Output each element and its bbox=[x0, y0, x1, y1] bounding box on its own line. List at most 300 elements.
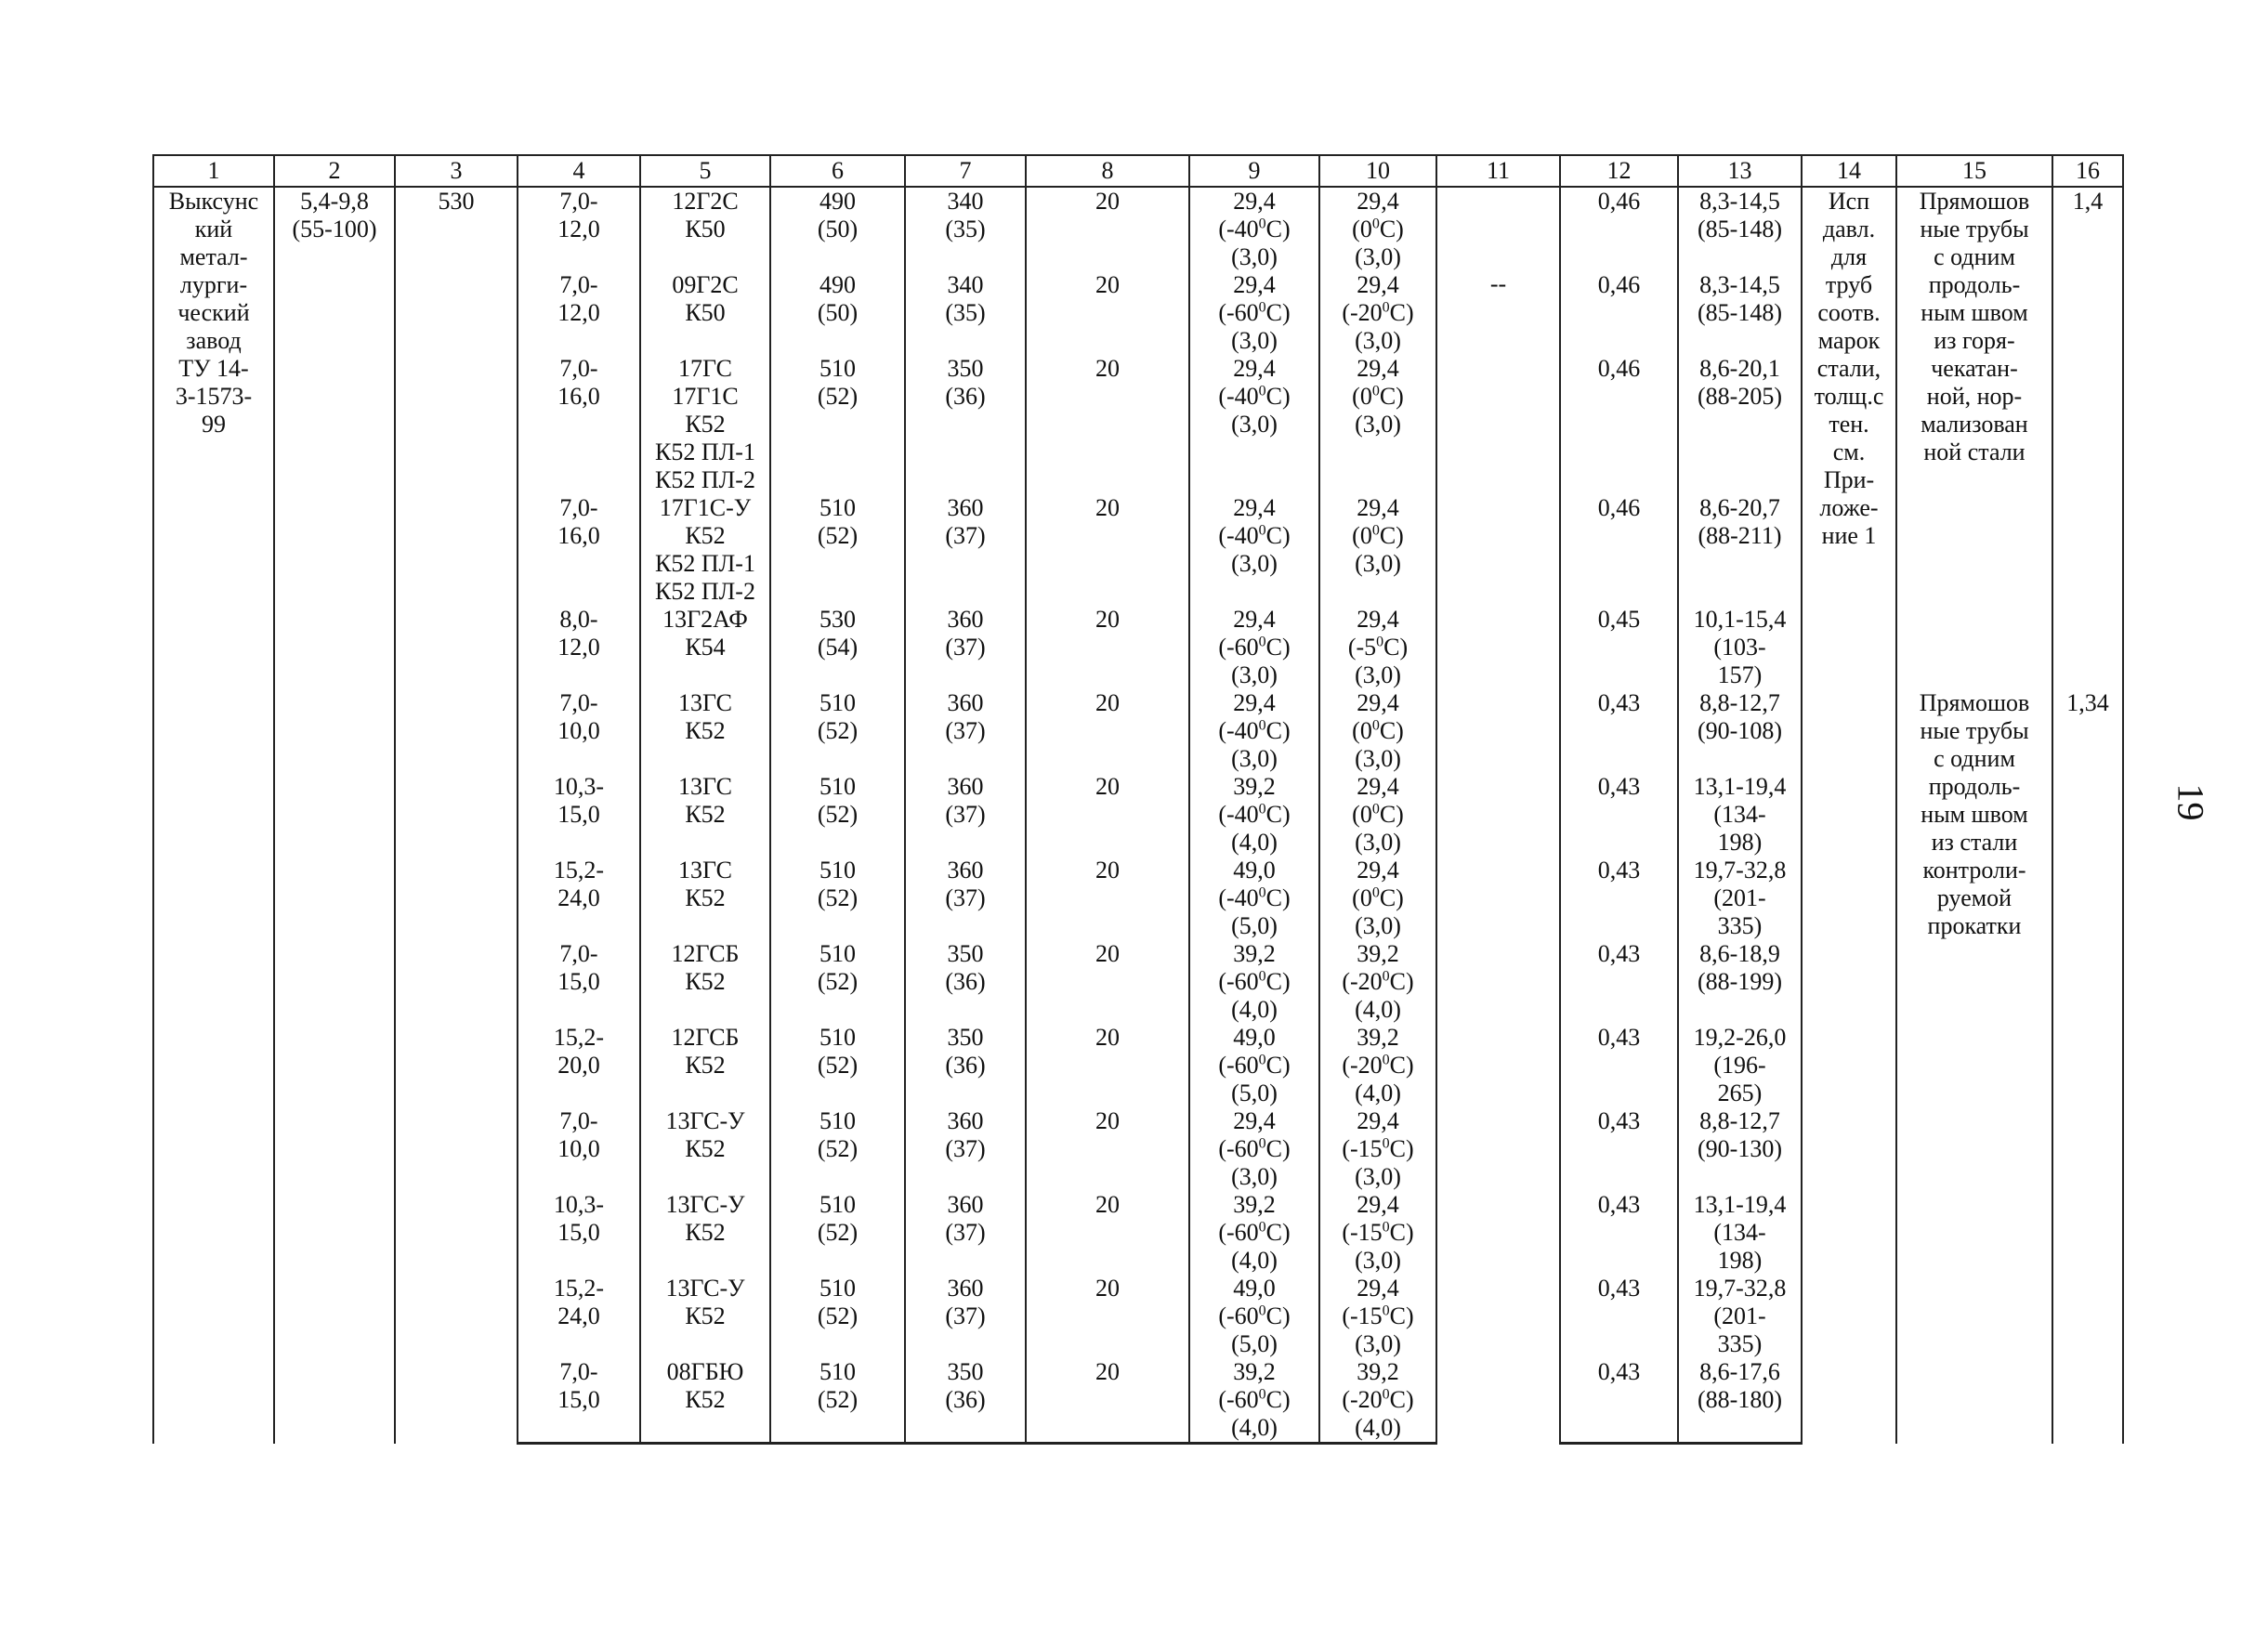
column-6-line: 510 bbox=[819, 1024, 856, 1051]
column-12-cell bbox=[1560, 689, 1678, 773]
column-6-cell bbox=[770, 1191, 905, 1275]
column-header-14: 14 bbox=[1802, 155, 1896, 187]
column-6-line: 510 bbox=[819, 1191, 856, 1218]
impact-2-line: $(0^0C)$ bbox=[1352, 884, 1404, 911]
thickness-line: 15,0 bbox=[557, 1386, 600, 1413]
impact-strength-cell bbox=[1189, 1107, 1319, 1191]
pipe-type-line: чекатан- bbox=[1931, 355, 2018, 382]
column-header-2: 2 bbox=[274, 155, 395, 187]
impact-strength-2-cell bbox=[1319, 1358, 1436, 1444]
column-7-cell bbox=[905, 187, 1026, 271]
impact-line: (3,0) bbox=[1231, 550, 1278, 577]
impact-strength-2-cell bbox=[1319, 1024, 1436, 1107]
impact-line: $(-40^0C)$ bbox=[1218, 216, 1291, 242]
pipe-type-line: руемой bbox=[1936, 884, 2012, 911]
column-6-cell bbox=[770, 187, 905, 271]
pressure-cell bbox=[1678, 1024, 1802, 1107]
thickness-line: 7,0- bbox=[559, 271, 598, 298]
column-6-line: (52) bbox=[817, 717, 859, 744]
column-6-line: (52) bbox=[817, 522, 859, 549]
impact-strength-cell bbox=[1189, 271, 1319, 355]
note-line: соотв. bbox=[1817, 299, 1881, 326]
column-7-line: 340 bbox=[947, 188, 984, 215]
column-8-value: 20 bbox=[1095, 494, 1120, 521]
impact-2-line: 29,4 bbox=[1357, 1275, 1399, 1302]
thickness-line: 15,2- bbox=[553, 857, 605, 883]
column-7-line: (37) bbox=[945, 717, 986, 744]
impact-line: 39,2 bbox=[1233, 1191, 1276, 1218]
manufacturer-line: лурги- bbox=[179, 271, 248, 298]
column-7-cell bbox=[905, 271, 1026, 355]
note-line: ние 1 bbox=[1821, 522, 1877, 549]
column-12-cell bbox=[1560, 606, 1678, 689]
impact-2-line: $(0^0C)$ bbox=[1352, 216, 1404, 242]
column-6-line: (52) bbox=[817, 884, 859, 911]
manufacturer-cell bbox=[153, 187, 274, 1444]
column-6-cell bbox=[770, 1275, 905, 1358]
column-8-value: 20 bbox=[1095, 940, 1120, 967]
column-12-cell bbox=[1560, 857, 1678, 940]
column-6-cell bbox=[770, 940, 905, 1024]
column-8-value: 20 bbox=[1095, 1191, 1120, 1218]
column-8-cell bbox=[1026, 940, 1189, 1024]
column-8-cell bbox=[1026, 1191, 1189, 1275]
diameter-line: 5,4-9,8 bbox=[300, 188, 369, 215]
column-8-cell bbox=[1026, 773, 1189, 857]
column-16-cell bbox=[2052, 187, 2123, 689]
wall-thickness-cell bbox=[518, 271, 640, 355]
thickness-line: 16,0 bbox=[557, 522, 600, 549]
pressure-line: 13,1-19,4 bbox=[1693, 1191, 1787, 1218]
column-6-line: 510 bbox=[819, 857, 856, 883]
column-7-line: (35) bbox=[945, 299, 986, 326]
column-6-line: (50) bbox=[817, 216, 859, 242]
impact-2-line: (3,0) bbox=[1355, 243, 1401, 270]
note-line: толщ.с bbox=[1814, 383, 1884, 410]
column-8-value: 20 bbox=[1095, 1107, 1120, 1134]
column-8-cell bbox=[1026, 1275, 1189, 1358]
pressure-line: 157) bbox=[1717, 661, 1763, 688]
impact-strength-2-cell bbox=[1319, 187, 1436, 271]
column-12-cell bbox=[1560, 1024, 1678, 1107]
column-6-line: (52) bbox=[817, 1302, 859, 1329]
column-6-line: (52) bbox=[817, 1386, 859, 1413]
impact-strength-cell bbox=[1189, 187, 1319, 271]
column-8-value: 20 bbox=[1095, 1358, 1120, 1385]
pressure-cell bbox=[1678, 1191, 1802, 1275]
column-12-cell bbox=[1560, 773, 1678, 857]
column-8-cell bbox=[1026, 1024, 1189, 1107]
column-7-line: (37) bbox=[945, 884, 986, 911]
impact-strength-cell bbox=[1189, 1191, 1319, 1275]
pressure-line: 8,6-20,7 bbox=[1699, 494, 1780, 521]
pipe-type-line: из горя- bbox=[1934, 327, 2015, 354]
column-8-cell bbox=[1026, 857, 1189, 940]
impact-line: (3,0) bbox=[1231, 243, 1278, 270]
grade-line: К50 bbox=[685, 299, 726, 326]
impact-line: $(-60^0C)$ bbox=[1218, 1302, 1291, 1329]
thickness-line: 16,0 bbox=[557, 383, 600, 410]
column-7-cell bbox=[905, 494, 1026, 606]
column-3-cell bbox=[395, 187, 518, 1444]
impact-line: (4,0) bbox=[1231, 996, 1278, 1023]
grade-line: К52 ПЛ-2 bbox=[655, 466, 755, 493]
pressure-cell bbox=[1678, 355, 1802, 494]
thickness-line: 7,0- bbox=[559, 1358, 598, 1385]
spacer bbox=[1437, 188, 1559, 270]
grade-line: 17Г1С-У bbox=[659, 494, 752, 521]
grade-line: 12ГСБ bbox=[671, 1024, 740, 1051]
impact-strength-2-cell bbox=[1319, 1107, 1436, 1191]
grade-line: К52 bbox=[685, 717, 726, 744]
pipe-type-line: продоль- bbox=[1928, 773, 2021, 800]
column-7-cell bbox=[905, 940, 1026, 1024]
grade-line: К52 bbox=[685, 884, 726, 911]
column-12-value: 0,43 bbox=[1597, 940, 1641, 967]
column-header-5: 5 bbox=[640, 155, 770, 187]
column-6-cell bbox=[770, 689, 905, 773]
grade-line: 13ГС bbox=[677, 857, 733, 883]
pipe-type-line: с одним bbox=[1934, 745, 2015, 772]
column-header-9: 9 bbox=[1189, 155, 1319, 187]
steel-grade-cell bbox=[640, 689, 770, 773]
grade-line: 17ГС bbox=[677, 355, 733, 382]
column-6-line: 510 bbox=[819, 355, 856, 382]
manufacturer-line: метал- bbox=[179, 243, 248, 270]
impact-line: (4,0) bbox=[1231, 829, 1278, 856]
column-7-line: (36) bbox=[945, 1386, 986, 1413]
column-8-cell bbox=[1026, 1358, 1189, 1444]
grade-line: К52 bbox=[685, 1135, 726, 1162]
impact-line: (3,0) bbox=[1231, 661, 1278, 688]
column-7-line: 360 bbox=[947, 857, 984, 883]
column-8-cell bbox=[1026, 355, 1189, 494]
grade-line: К52 bbox=[685, 1219, 726, 1246]
impact-2-line: (3,0) bbox=[1355, 1330, 1401, 1357]
impact-2-line: 29,4 bbox=[1357, 857, 1399, 883]
column-6-line: 530 bbox=[819, 606, 856, 633]
column-header-12: 12 bbox=[1560, 155, 1678, 187]
steel-grade-cell bbox=[640, 1024, 770, 1107]
pipe-type-line: ным швом bbox=[1921, 801, 2028, 828]
thickness-line: 7,0- bbox=[559, 355, 598, 382]
manufacturer-line: ТУ 14- bbox=[178, 355, 249, 382]
column-8-value: 20 bbox=[1095, 857, 1120, 883]
thickness-line: 12,0 bbox=[557, 216, 600, 242]
impact-line: (3,0) bbox=[1231, 327, 1278, 354]
wall-thickness-cell bbox=[518, 940, 640, 1024]
pipe-type-line: ным швом bbox=[1921, 299, 2028, 326]
column-12-value: 0,46 bbox=[1597, 494, 1641, 521]
grade-line: К50 bbox=[685, 216, 726, 242]
pressure-cell bbox=[1678, 857, 1802, 940]
grade-line: К52 ПЛ-2 bbox=[655, 578, 755, 605]
column-6-cell bbox=[770, 494, 905, 606]
column-header-10: 10 bbox=[1319, 155, 1436, 187]
column-6-cell bbox=[770, 1358, 905, 1444]
steel-grade-cell bbox=[640, 494, 770, 606]
pressure-line: (201- bbox=[1713, 1302, 1766, 1329]
column-8-cell bbox=[1026, 271, 1189, 355]
pressure-line: (85-148) bbox=[1698, 216, 1782, 242]
column-12-value: 0,43 bbox=[1597, 773, 1641, 800]
column-6-line: 510 bbox=[819, 773, 856, 800]
impact-line: (4,0) bbox=[1231, 1414, 1278, 1441]
impact-strength-2-cell bbox=[1319, 773, 1436, 857]
impact-strength-cell bbox=[1189, 494, 1319, 606]
column-16-cell bbox=[2052, 689, 2123, 1444]
column-12-cell bbox=[1560, 1358, 1678, 1444]
column-12-value: 0,46 bbox=[1597, 271, 1641, 298]
grade-line: 13ГС-У bbox=[665, 1107, 745, 1134]
impact-2-line: (4,0) bbox=[1355, 996, 1401, 1023]
pressure-line: (88-205) bbox=[1698, 383, 1782, 410]
column-6-line: (52) bbox=[817, 1135, 859, 1162]
impact-2-line: (3,0) bbox=[1355, 661, 1401, 688]
pressure-line: 19,2-26,0 bbox=[1693, 1024, 1787, 1051]
impact-line: $(-60^0C)$ bbox=[1218, 1386, 1291, 1413]
thickness-line: 15,0 bbox=[557, 801, 600, 828]
column-8-cell bbox=[1026, 1107, 1189, 1191]
column-header-1: 1 bbox=[153, 155, 274, 187]
column-6-line: (52) bbox=[817, 968, 859, 995]
thickness-line: 24,0 bbox=[557, 884, 600, 911]
pipe-type-line: ные трубы bbox=[1920, 717, 2029, 744]
impact-line: 29,4 bbox=[1233, 355, 1276, 382]
pipe-type-line: из стали bbox=[1931, 829, 2018, 856]
pressure-line: 335) bbox=[1717, 912, 1763, 939]
impact-2-line: 39,2 bbox=[1357, 1024, 1399, 1051]
impact-line: $(-60^0C)$ bbox=[1218, 1052, 1291, 1079]
grade-line: 12Г2С bbox=[672, 188, 739, 215]
column-7-line: 340 bbox=[947, 271, 984, 298]
impact-strength-cell bbox=[1189, 773, 1319, 857]
column-header-6: 6 bbox=[770, 155, 905, 187]
column-7-line: (36) bbox=[945, 1052, 986, 1079]
wall-thickness-cell bbox=[518, 1107, 640, 1191]
column-6-line: (52) bbox=[817, 383, 859, 410]
impact-2-line: $(0^0C)$ bbox=[1352, 522, 1404, 549]
thickness-line: 15,0 bbox=[557, 1219, 600, 1246]
manufacturer-line: 3-1573- bbox=[175, 383, 253, 410]
pressure-cell bbox=[1678, 773, 1802, 857]
column-11-value: -- bbox=[1489, 270, 1507, 297]
impact-2-line: (3,0) bbox=[1355, 1163, 1401, 1190]
pressure-cell bbox=[1678, 1275, 1802, 1358]
column-header-7: 7 bbox=[905, 155, 1026, 187]
column-8-cell bbox=[1026, 187, 1189, 271]
impact-line: $(-60^0C)$ bbox=[1218, 1219, 1291, 1246]
impact-line: $(-60^0C)$ bbox=[1218, 634, 1291, 661]
impact-2-line: 29,4 bbox=[1357, 1191, 1399, 1218]
column-12-cell bbox=[1560, 355, 1678, 494]
column-12-value: 0,43 bbox=[1597, 1358, 1641, 1385]
impact-strength-cell bbox=[1189, 355, 1319, 494]
table-body bbox=[153, 187, 2123, 1444]
pipe-type-cell bbox=[1896, 187, 2052, 689]
column-8-value: 20 bbox=[1095, 271, 1120, 298]
column-7-cell bbox=[905, 355, 1026, 494]
column-7-cell bbox=[905, 857, 1026, 940]
impact-line: (3,0) bbox=[1231, 1163, 1278, 1190]
column-8-value: 20 bbox=[1095, 689, 1120, 716]
steel-pipe-table bbox=[152, 154, 2124, 1445]
column-6-line: 490 bbox=[819, 271, 856, 298]
column-7-line: (37) bbox=[945, 801, 986, 828]
thickness-line: 24,0 bbox=[557, 1302, 600, 1329]
impact-line: (3,0) bbox=[1231, 411, 1278, 438]
manufacturer-line: 99 bbox=[202, 411, 226, 438]
column-12-cell bbox=[1560, 1107, 1678, 1191]
thickness-line: 7,0- bbox=[559, 494, 598, 521]
pressure-line: 8,8-12,7 bbox=[1699, 1107, 1780, 1134]
impact-strength-2-cell bbox=[1319, 1191, 1436, 1275]
impact-line: 39,2 bbox=[1233, 940, 1276, 967]
impact-strength-2-cell bbox=[1319, 271, 1436, 355]
column-7-line: 360 bbox=[947, 689, 984, 716]
column-12-value: 0,46 bbox=[1597, 188, 1641, 215]
column-6-cell bbox=[770, 271, 905, 355]
impact-2-line: $(-15^0C)$ bbox=[1342, 1135, 1414, 1162]
pressure-line: (134- bbox=[1713, 1219, 1766, 1246]
column-header-8: 8 bbox=[1026, 155, 1189, 187]
pipe-type-line: Прямошов bbox=[1919, 188, 2030, 215]
column-7-cell bbox=[905, 773, 1026, 857]
grade-line: 13Г2АФ bbox=[662, 606, 748, 633]
impact-2-line: (3,0) bbox=[1355, 745, 1401, 772]
note-line: При- bbox=[1823, 466, 1875, 493]
impact-line: (4,0) bbox=[1231, 1247, 1278, 1274]
thickness-line: 10,0 bbox=[557, 1135, 600, 1162]
impact-2-line: (3,0) bbox=[1355, 1247, 1401, 1274]
column-header-3: 3 bbox=[395, 155, 518, 187]
column-7-line: 360 bbox=[947, 606, 984, 633]
impact-2-line: (4,0) bbox=[1355, 1414, 1401, 1441]
grade-line: 12ГСБ bbox=[671, 940, 740, 967]
column-12-cell bbox=[1560, 494, 1678, 606]
pressure-line: (85-148) bbox=[1698, 299, 1782, 326]
pressure-line: (201- bbox=[1713, 884, 1766, 911]
column-8-value: 20 bbox=[1095, 188, 1120, 215]
impact-line: (3,0) bbox=[1231, 745, 1278, 772]
column-12-value: 0,43 bbox=[1597, 689, 1641, 716]
column-6-line: 510 bbox=[819, 1275, 856, 1302]
pressure-cell bbox=[1678, 494, 1802, 606]
impact-2-line: 29,4 bbox=[1357, 271, 1399, 298]
column-6-line: (52) bbox=[817, 1052, 859, 1079]
note-line: см. bbox=[1832, 438, 1866, 465]
table-row bbox=[153, 187, 2123, 271]
grade-line: 13ГС-У bbox=[665, 1191, 745, 1218]
column-7-cell bbox=[905, 1024, 1026, 1107]
column-6-line: 510 bbox=[819, 494, 856, 521]
pipe-type-line: продоль- bbox=[1928, 271, 2021, 298]
column-7-cell bbox=[905, 1191, 1026, 1275]
column-6-cell bbox=[770, 606, 905, 689]
column-7-line: (35) bbox=[945, 216, 986, 242]
pressure-line: 198) bbox=[1717, 1247, 1763, 1274]
diameter-line: (55-100) bbox=[292, 216, 377, 242]
pressure-line: 8,6-17,6 bbox=[1699, 1358, 1780, 1385]
pressure-cell bbox=[1678, 606, 1802, 689]
wall-thickness-cell bbox=[518, 494, 640, 606]
grade-line: К52 bbox=[685, 801, 726, 828]
note-line: ложе- bbox=[1819, 494, 1879, 521]
thickness-line: 7,0- bbox=[559, 188, 598, 215]
wall-thickness-cell bbox=[518, 1191, 640, 1275]
pressure-line: 10,1-15,4 bbox=[1693, 606, 1787, 633]
pipe-type-line: ной стали bbox=[1923, 438, 2025, 465]
note-line: труб bbox=[1825, 271, 1873, 298]
thickness-line: 15,0 bbox=[557, 968, 600, 995]
column-6-line: 510 bbox=[819, 940, 856, 967]
column-8-cell bbox=[1026, 494, 1189, 606]
impact-strength-2-cell bbox=[1319, 494, 1436, 606]
column-6-cell bbox=[770, 1024, 905, 1107]
pressure-line: 265) bbox=[1717, 1080, 1763, 1106]
column-12-value: 0,43 bbox=[1597, 857, 1641, 883]
steel-grade-cell bbox=[640, 355, 770, 494]
pressure-line: 8,8-12,7 bbox=[1699, 689, 1780, 716]
column-7-line: 360 bbox=[947, 494, 984, 521]
impact-line: (5,0) bbox=[1231, 912, 1278, 939]
impact-2-line: 29,4 bbox=[1357, 188, 1399, 215]
pressure-line: 19,7-32,8 bbox=[1693, 1275, 1787, 1302]
thickness-line: 15,2- bbox=[553, 1024, 605, 1051]
column-6-line: (52) bbox=[817, 801, 859, 828]
impact-line: $(-40^0C)$ bbox=[1218, 717, 1291, 744]
column-7-line: (37) bbox=[945, 1302, 986, 1329]
test-pressure-note-cell bbox=[1802, 187, 1896, 1444]
impact-line: 39,2 bbox=[1233, 1358, 1276, 1385]
column-6-line: 510 bbox=[819, 1107, 856, 1134]
impact-line: 49,0 bbox=[1233, 1024, 1276, 1051]
outer-diameter-cell bbox=[274, 187, 395, 1444]
column-7-line: 350 bbox=[947, 1024, 984, 1051]
impact-2-line: $(-20^0C)$ bbox=[1342, 968, 1414, 995]
column-16-value: 1,34 bbox=[2066, 689, 2109, 716]
thickness-line: 20,0 bbox=[557, 1052, 600, 1079]
impact-line: (5,0) bbox=[1231, 1330, 1278, 1357]
column-6-line: 510 bbox=[819, 1358, 856, 1385]
column-8-value: 20 bbox=[1095, 606, 1120, 633]
steel-grade-cell bbox=[640, 1358, 770, 1444]
pressure-line: (196- bbox=[1713, 1052, 1766, 1079]
column-8-value: 20 bbox=[1095, 1275, 1120, 1302]
column-7-line: 360 bbox=[947, 1107, 984, 1134]
note-line: для bbox=[1830, 243, 1868, 270]
wall-thickness-cell bbox=[518, 187, 640, 271]
note-line: тен. bbox=[1829, 411, 1869, 438]
grade-line: К52 ПЛ-1 bbox=[655, 438, 755, 465]
grade-line: К52 bbox=[685, 968, 726, 995]
thickness-line: 12,0 bbox=[557, 299, 600, 326]
impact-2-line: (3,0) bbox=[1355, 912, 1401, 939]
column-8-value: 20 bbox=[1095, 1024, 1120, 1051]
pressure-line: (103- bbox=[1713, 634, 1766, 661]
impact-2-line: (3,0) bbox=[1355, 550, 1401, 577]
column-6-line: 490 bbox=[819, 188, 856, 215]
impact-2-line: (3,0) bbox=[1355, 327, 1401, 354]
column-12-cell bbox=[1560, 271, 1678, 355]
grade-line: 17Г1С bbox=[672, 383, 739, 410]
pressure-line: (134- bbox=[1713, 801, 1766, 828]
column-6-line: (52) bbox=[817, 1219, 859, 1246]
column-12-value: 0,43 bbox=[1597, 1275, 1641, 1302]
column-7-line: 360 bbox=[947, 773, 984, 800]
impact-2-line: 29,4 bbox=[1357, 689, 1399, 716]
wall-thickness-cell bbox=[518, 355, 640, 494]
